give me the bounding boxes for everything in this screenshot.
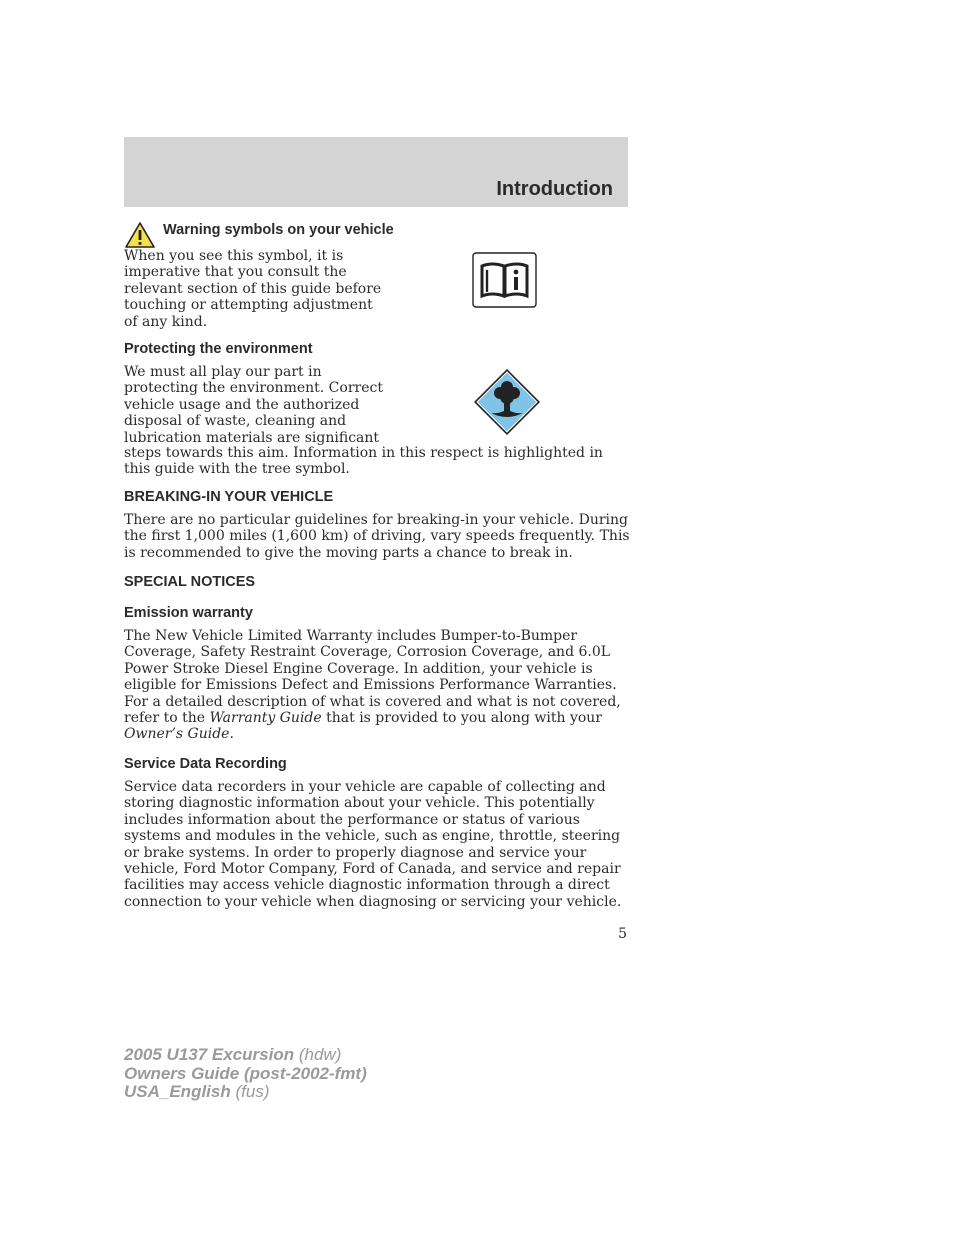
service-data-heading: Service Data Recording — [124, 756, 287, 772]
warning-triangle-icon — [124, 221, 156, 249]
emission-warranty-body — [124, 628, 630, 743]
warning-symbols-heading: Warning symbols on your vehicle — [163, 222, 394, 238]
document-footer — [124, 1046, 367, 1102]
emission-warranty-heading: Emission warranty — [124, 605, 253, 621]
environment-heading: Protecting the environment — [124, 341, 313, 357]
breaking-in-heading: BREAKING-IN YOUR VEHICLE — [124, 489, 334, 505]
footer-model: 2005 U137 Excursion — [124, 1045, 295, 1064]
breaking-in-body: There are no particular guidelines for breaking-in your vehicle. During the first 1,000 miles (1,600 km) of driving, vary speeds frequently. This is recommended to give the moving parts a chance to break in. — [124, 512, 630, 561]
tree-environment-icon — [473, 368, 541, 436]
environment-body-narrow: We must all play our part in protecting the environment. Correct vehicle usage and the authorized disposal of waste, cleaning and lubrication materials are significant — [124, 364, 383, 446]
environment-body-wide: steps towards this aim. Information in this respect is highlighted in this guide with the tree symbol. — [124, 445, 603, 478]
footer-line-1 — [124, 1046, 367, 1065]
footer-language-code: (fus) — [235, 1082, 270, 1101]
emission-warranty-text-end: . — [229, 726, 234, 743]
footer-line-2 — [124, 1065, 367, 1084]
section-title: Introduction — [496, 178, 613, 200]
footer-guide-format: Owners Guide (post-2002-fmt) — [124, 1063, 367, 1083]
section-header-band — [124, 137, 628, 207]
emission-warranty-text-start: The New Vehicle Limited Warranty includes Bumper-to-Bumper Coverage, Safety Restraint Coverage, Corrosion Coverage, and 6.0L Power Stroke Diesel Engine Coverage. In addition, your vehicle is eligible for Emissions Defect and Emissions Performance Warranties. For a detailed description of what is covered and what is not covered, refer to the — [124, 628, 621, 727]
footer-model-code: (hdw) — [298, 1045, 342, 1064]
warranty-guide-title: Warranty Guide — [209, 710, 322, 727]
warning-symbols-body: When you see this symbol, it is imperative that you consult the relevant section of this guide before touching or attempting adjustment of any kind. — [124, 248, 382, 330]
emission-warranty-text-middle: that is provided to you along with your — [321, 710, 603, 727]
special-notices-heading: SPECIAL NOTICES — [124, 574, 256, 590]
footer-line-3 — [124, 1083, 367, 1102]
page-number: 5 — [618, 926, 627, 942]
footer-language: USA_English — [124, 1082, 231, 1101]
owners-guide-title: Owner’s Guide — [124, 726, 230, 743]
owners-guide-book-icon — [472, 252, 537, 308]
service-data-body: Service data recorders in your vehicle are capable of collecting and storing diagnostic information about your vehicle. This potentially includes information about the performance or status of various systems and modules in the vehicle, such as engine, throttle, steering or brake systems. In order to properly diagnose and service your vehicle, Ford Motor Company, Ford of Canada, and service and repair facilities may access vehicle diagnostic information through a direct connection to your vehicle when diagnosing or servicing your vehicle. — [124, 779, 622, 910]
